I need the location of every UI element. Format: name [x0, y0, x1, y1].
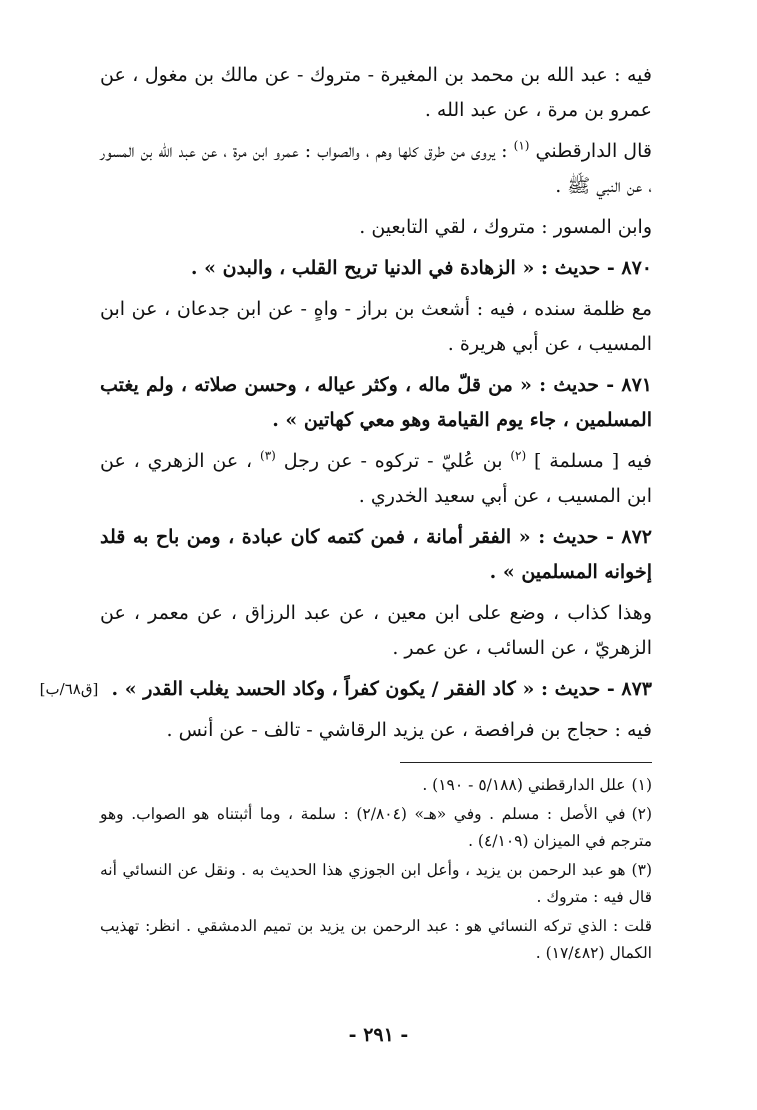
paragraph-11: فيه : حجاج بن فرافصة ، عن يزيد الرقاشي - تالف - عن أنس .	[166, 719, 652, 741]
paragraph-3: وابن المسور : متروك ، لقي التابعين .	[359, 216, 652, 238]
paragraph-9: وهذا كذاب ، وضع على ابن معين ، عن عبد الرزاق ، عن معمر ، عن الزهريّ ، عن السائب ، عن عمر .	[100, 602, 652, 659]
main-text	[100, 58, 652, 754]
paragraph-7: فيه [ مسلمة ] $^{(٢)}$ بن عُليّ - تركوه - عن رجل $^{(٣)}$ ، عن الزهري ، عن ابن المسيب ، عن أبي سعيد الخدري .	[100, 448, 652, 507]
hadith-870: ٨٧٠ - حديث : « الزهادة في الدنيا تريح القلب ، والبدن » .	[190, 257, 652, 279]
hadith-873: ٨٧٣ - حديث : « كاد الفقر / يكون كفراً ، وكاد الحسد يغلب القدر » .	[111, 678, 652, 700]
footnote-1: (١)علل الدارقطني (٥/١٨٨ - ١٩٠) .	[422, 776, 652, 794]
paragraph-5: مع ظلمة سنده ، فيه : أشعث بن براز - واهٍ - عن ابن جدعان ، عن ابن المسيب ، عن أبي هريرة .	[100, 298, 652, 355]
manuscript-folio-ref: [ق٦٨/ب]	[39, 680, 99, 698]
footnotes	[100, 772, 652, 969]
footnote-3-continued: قلت : الذي تركه النسائي هو : عبد الرحمن بن يزيد بن تميم الدمشقي . انظر: تهذيب الكمال (١٧/٤٨٢) .	[100, 917, 652, 962]
footnote-ref-2: (٢)	[510, 448, 527, 463]
page-number: - ٢٩١ -	[348, 1024, 409, 1046]
footnote-3: (٣)هو عبد الرحمن بن يزيد ، وأعل ابن الجوزي هذا الحديث به . ونقل عن النسائي أنه قال فيه : متروك .	[100, 861, 652, 906]
footnote-ref-1: (١)	[513, 138, 530, 153]
paragraph-1: فيه : عبد الله بن محمد بن المغيرة - متروك - عن مالك بن مغول ، عن عمرو بن مرة ، عن عبد الله .	[100, 64, 652, 121]
footnote-ref-3: (٣)	[260, 448, 276, 463]
footnote-2: (٢)في الأصل : مسلم . وفي «هـ» (٢/٨٠٤) : سلمة ، وما أثبتناه هو الصواب. وهو مترجم في الميزان (٤/١٠٩) .	[100, 805, 653, 850]
paragraph-2: قال الدارقطني $^{(١)}$ : يروى من طرق كلها وهم ، والصواب : عمرو ابن مرة ، عن عبد الله بن المسور ، عن النبي ﷺ .	[100, 138, 652, 197]
hadith-872: ٨٧٢ - حديث : « الفقر أمانة ، فمن كتمه كان عبادة ، ومن باح به قلد إخوانه المسلمين » .	[100, 526, 652, 583]
hadith-871: ٨٧١ - حديث : « من قلّ ماله ، وكثر عياله ، وحسن صلاته ، ولم يغتب المسلمين ، جاء يوم القيامة وهو معي كهاتين » .	[100, 374, 652, 431]
footnote-divider	[400, 762, 652, 763]
